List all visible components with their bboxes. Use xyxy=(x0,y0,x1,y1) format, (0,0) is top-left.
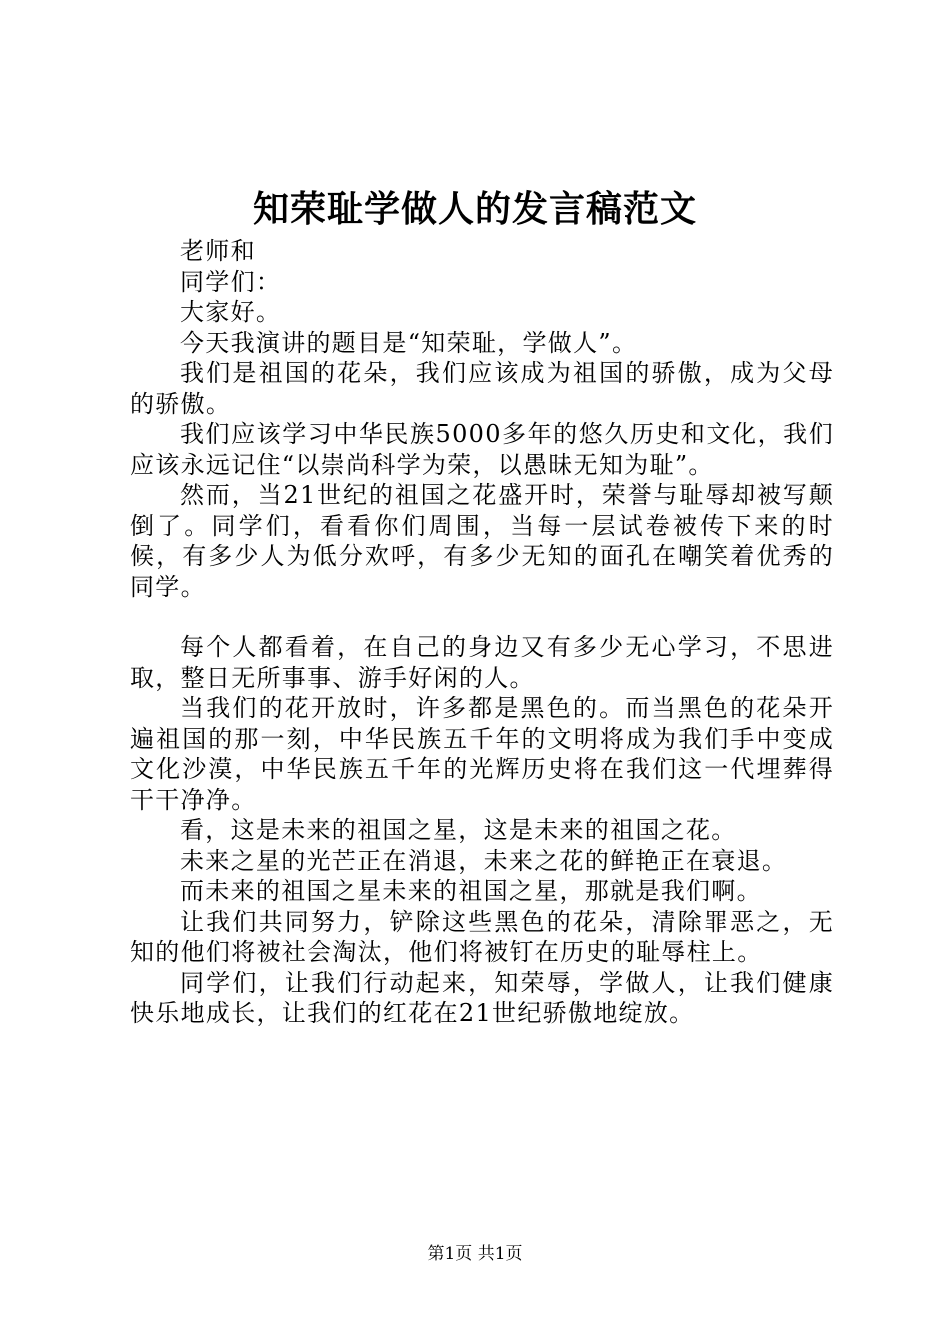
paragraph-topic: 今天我演讲的题目是“知荣耻，学做人”。 xyxy=(180,328,638,357)
paragraph-body: 每个人都看着，在自己的身边又有多少无心学习，不思进取，整日无所事事、游手好闲的人。 xyxy=(130,633,834,692)
paragraph-salutation-teachers: 老师和 xyxy=(180,237,256,265)
paragraph-body: 然而，当21世纪的祖国之花盛开时，荣誉与耻辱却被写颠倒了。同学们，看看你们周围，当每一层试卷被传下来的时候，有多少人为低分欢呼，有多少无知的面孔在嘲笑着优秀的同学。 xyxy=(130,481,834,601)
paragraph-greeting: 大家好。 xyxy=(180,298,282,326)
paragraph-body: 看，这是未来的祖国之星，这是未来的祖国之花。 xyxy=(180,816,737,844)
document-title: 知荣耻学做人的发言稿范文 xyxy=(252,188,697,230)
page-number-footer: 第1页 共1页 xyxy=(427,1244,523,1264)
document-body xyxy=(130,236,834,1029)
paragraph-body: 我们是祖国的花朵，我们应该成为祖国的骄傲，成为父母的骄傲。 xyxy=(130,359,834,418)
paragraph-body: 而未来的祖国之星未来的祖国之星，那就是我们啊。 xyxy=(180,877,762,905)
paragraph-body: 让我们共同努力，铲除这些黑色的花朵，清除罪恶之，无知的他们将被社会淘汰，他们将被钉在历史的耻辱柱上。 xyxy=(130,907,834,966)
paragraph-body: 我们应该学习中华民族5000多年的悠久历史和文化，我们应该永远记住“以崇尚科学为荣，以愚昧无知为耻”。 xyxy=(130,420,834,479)
paragraph-body: 未来之星的光芒正在消退，未来之花的鲜艳正在衰退。 xyxy=(180,846,788,875)
paragraph-body: 当我们的花开放时，许多都是黑色的。而当黑色的花朵开遍祖国的那一刻，中华民族五千年的文明将成为我们手中变成文化沙漠，中华民族五千年的光辉历史将在我们这一代埋葬得干干净净。 xyxy=(130,694,834,814)
paragraph-salutation-students: 同学们： xyxy=(180,267,282,296)
paragraph-closing: 同学们，让我们行动起来，知荣辱，学做人，让我们健康快乐地成长，让我们的红花在21世纪骄傲地绽放。 xyxy=(130,968,834,1027)
